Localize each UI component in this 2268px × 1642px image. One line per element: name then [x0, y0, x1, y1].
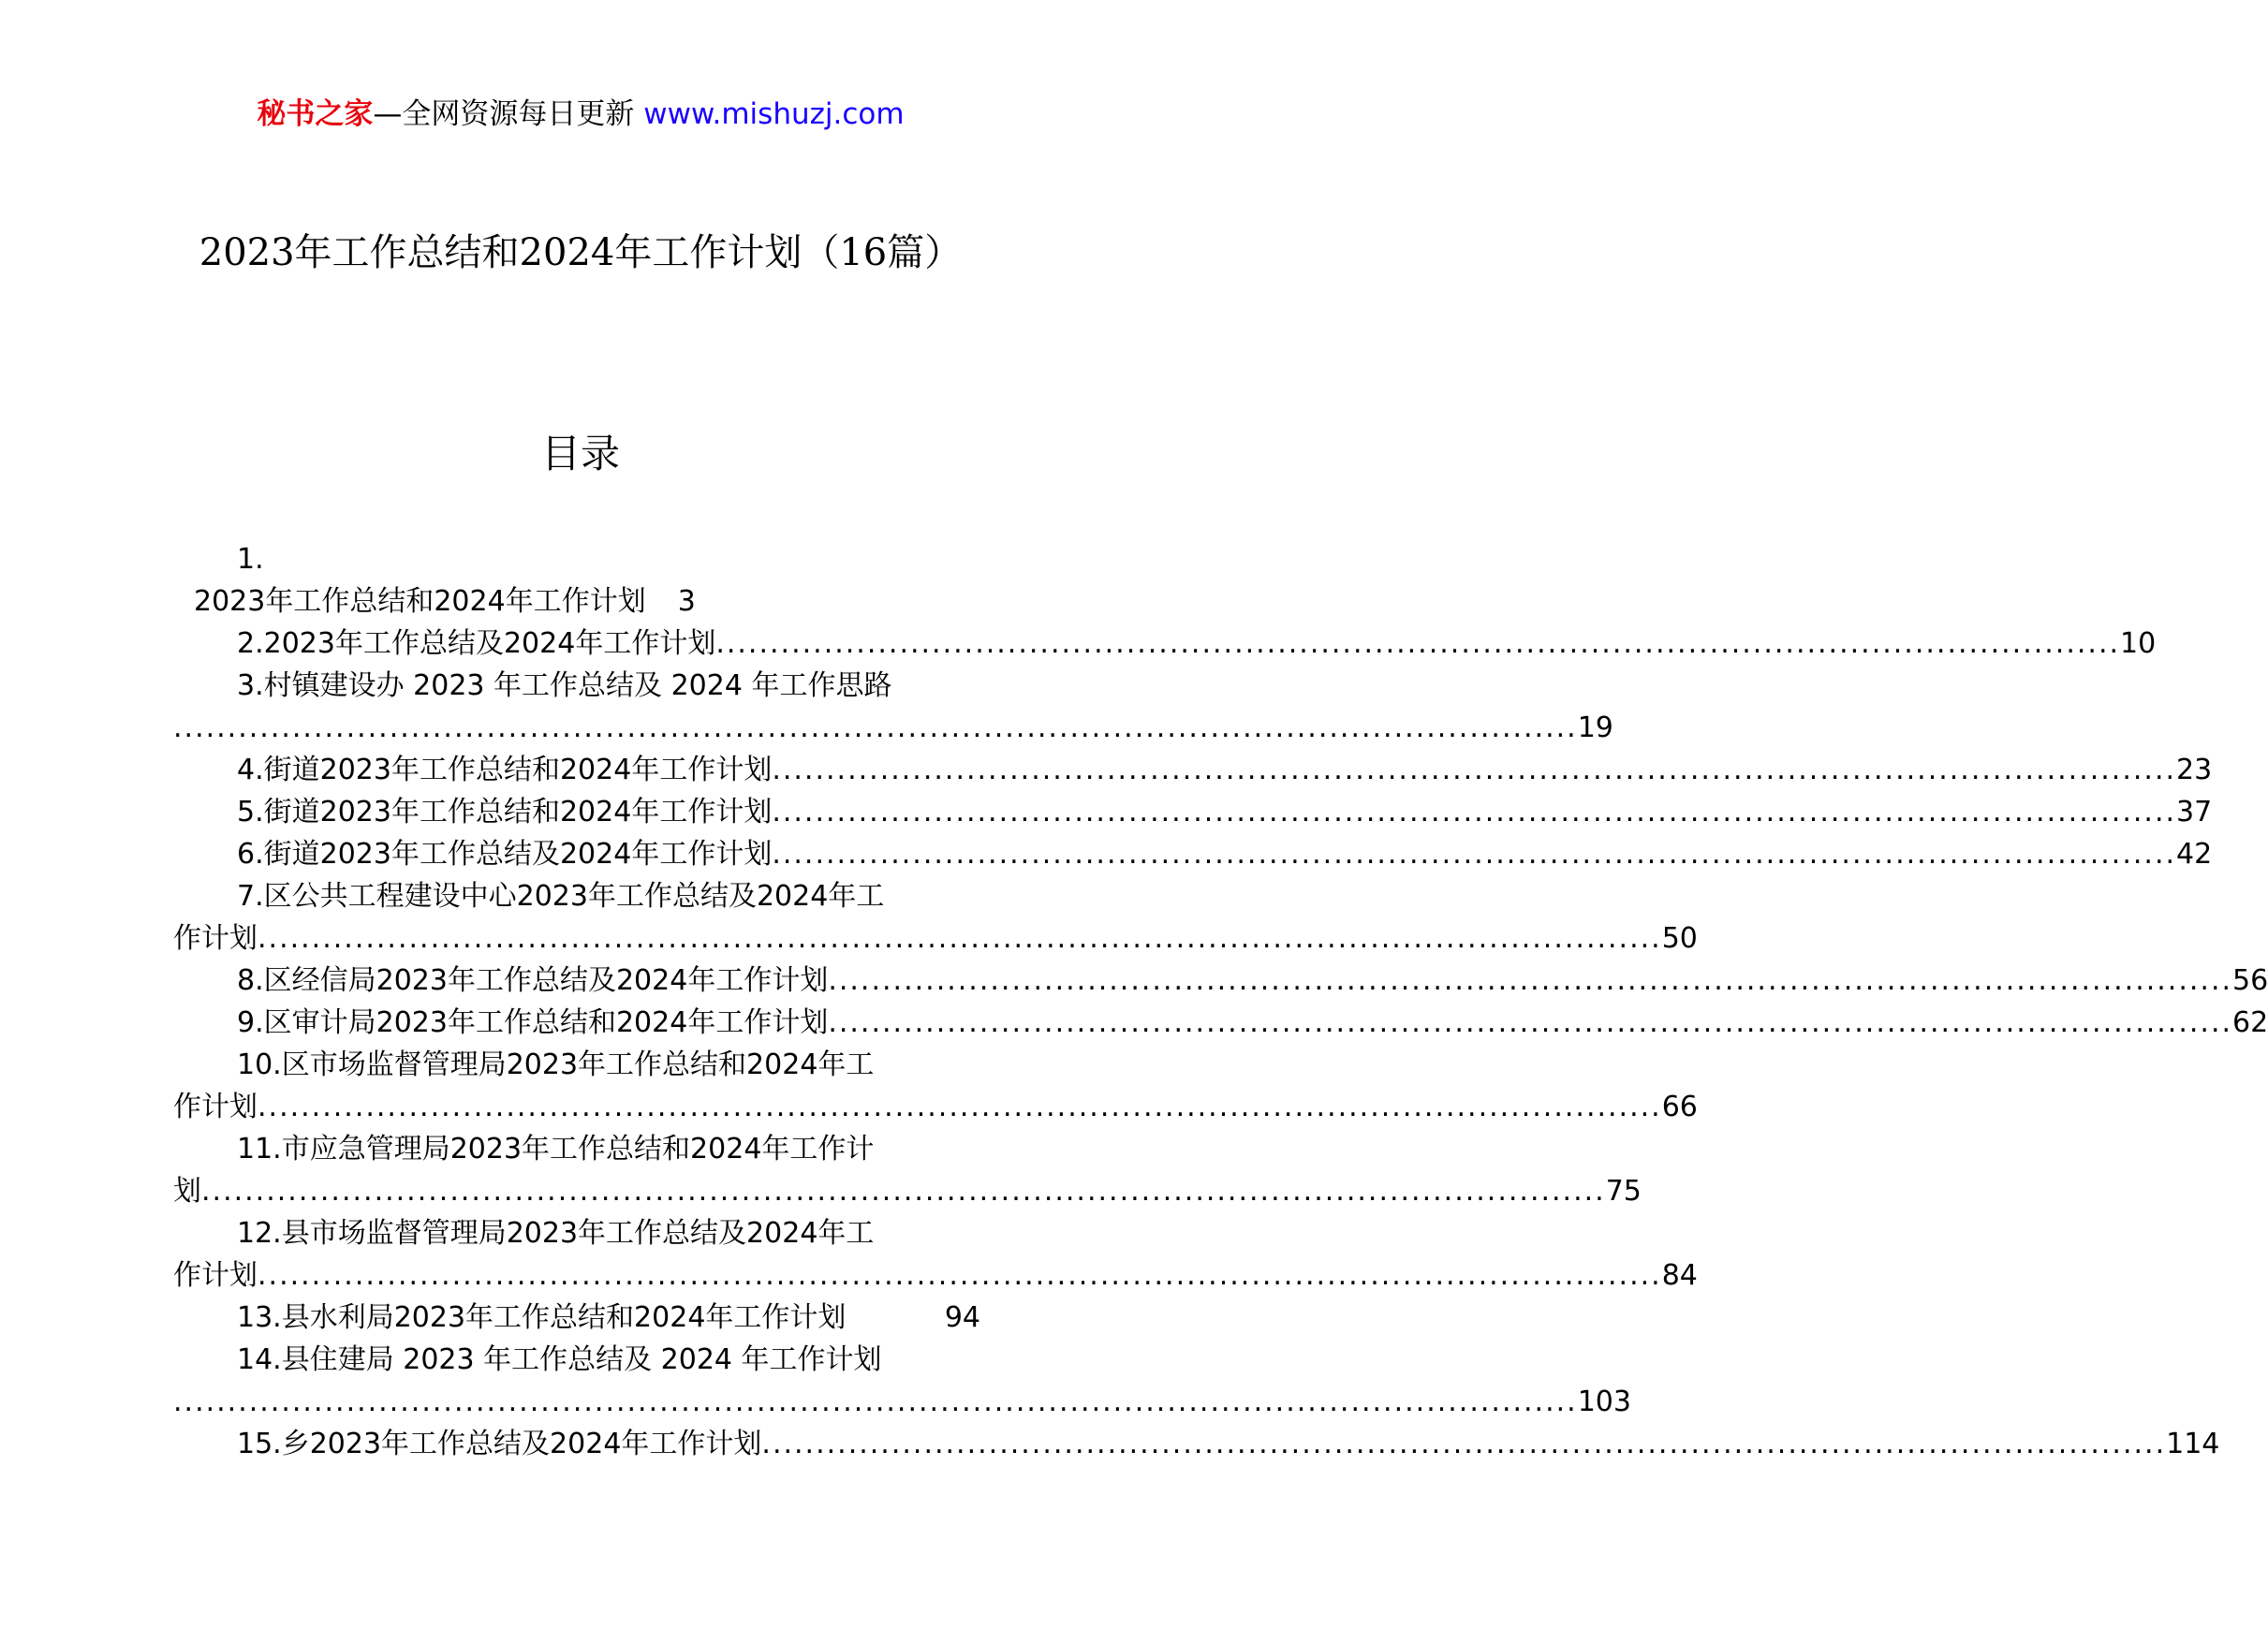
toc-entry-title: 6.街道2023年工作总结及2024年工作计划: [237, 838, 773, 871]
toc-leader-dots: ..................................................................................................................................: [828, 1006, 2233, 1039]
toc-leader-dots: ..................................................................................................................................: [772, 838, 2177, 871]
toc-leader-dots: ..................................................................................................................................: [258, 1259, 1662, 1292]
toc-entry-13[interactable]: [173, 1297, 980, 1339]
toc-entry-title-line1: 7.区公共工程建设中心2023年工作总结及2024年工: [237, 880, 885, 913]
toc-leader-dots: [846, 1297, 944, 1339]
toc-leader-dots: ..................................................................................................................................: [715, 627, 2121, 660]
toc-entry-page: 75: [1605, 1175, 1642, 1208]
toc-entry-title: 14.县住建局 2023 年工作总结及 2024 年工作计划: [237, 1343, 882, 1376]
toc-entry-4[interactable]: [173, 749, 2213, 791]
toc-leader-dots: ..................................................................................................................................: [258, 1091, 1662, 1123]
toc-entry-title: 2023年工作总结和2024年工作计划: [194, 585, 646, 618]
toc-entry-title: 4.街道2023年工作总结和2024年工作计划: [237, 754, 773, 786]
toc-entry-12[interactable]: [173, 1212, 1698, 1297]
toc-entry-number: 1.: [237, 543, 264, 576]
toc-leader-dots: ..................................................................................................................................: [173, 1385, 1578, 1418]
toc-entry-title: 9.区审计局2023年工作总结和2024年工作计划: [237, 1006, 829, 1039]
toc-entry-6[interactable]: [173, 833, 2213, 875]
toc-entry-title-line2: 作计划: [173, 1259, 258, 1292]
toc-entry-title-line1: 12.县市场监督管理局2023年工作总结及2024年工: [237, 1217, 875, 1250]
toc-heading: 目录: [540, 431, 620, 476]
toc-entry-8[interactable]: [173, 960, 2268, 1002]
toc-entry-title-line2: 作计划: [173, 1091, 258, 1123]
toc-entry-14[interactable]: [173, 1339, 1631, 1423]
toc-entry-page: 56: [2232, 964, 2268, 997]
brand-name: 秘书之家: [257, 97, 374, 131]
toc-entry-title: 13.县水利局2023年工作总结和2024年工作计划: [237, 1301, 847, 1334]
site-header: [0, 94, 1161, 135]
toc-entry-page: 62: [2232, 1006, 2268, 1039]
toc-entry-title: 5.街道2023年工作总结和2024年工作计划: [237, 796, 773, 828]
toc-entry-page: 84: [1661, 1259, 1698, 1292]
toc-entry-title-line2: 作计划: [173, 922, 258, 955]
header-slogan: 全网资源每日更新: [402, 97, 635, 131]
toc-entry-15[interactable]: [173, 1423, 2220, 1465]
toc-entry-5[interactable]: [173, 791, 2213, 833]
toc-entry-page: 19: [1577, 711, 1613, 744]
toc-entry-7[interactable]: [173, 875, 1698, 960]
toc-leader-dots: ..................................................................................................................................: [173, 711, 1578, 744]
toc-entry-page: 3: [677, 585, 696, 618]
toc-leader-dots: ..................................................................................................................................: [772, 796, 2177, 828]
toc-entry-9[interactable]: [173, 1002, 2268, 1044]
header-dash: —: [373, 97, 403, 131]
table-of-contents: [173, 538, 2268, 1465]
toc-entry-10[interactable]: [173, 1044, 1698, 1128]
toc-entry-page: 10: [2120, 627, 2157, 660]
toc-entry-page: 50: [1661, 922, 1698, 955]
toc-leader-dots: ..................................................................................................................................: [772, 754, 2177, 786]
document-title: 2023年工作总结和2024年工作计划（16篇）: [199, 231, 963, 274]
toc-entry-page: 103: [1577, 1385, 1631, 1418]
toc-leader-dots: ..................................................................................................................................: [761, 1428, 2167, 1460]
toc-entry-title-line2: 划: [173, 1175, 201, 1208]
toc-entry-title-line1: 11.市应急管理局2023年工作总结和2024年工作计: [237, 1133, 875, 1166]
toc-entry-title-line1: 10.区市场监督管理局2023年工作总结和2024年工: [237, 1048, 875, 1081]
toc-entry-3[interactable]: [173, 665, 1613, 749]
toc-entry-title: 2.2023年工作总结及2024年工作计划: [237, 627, 716, 660]
toc-entry-page: 66: [1661, 1091, 1698, 1123]
toc-entry-title: 8.区经信局2023年工作总结及2024年工作计划: [237, 964, 829, 997]
toc-leader-dots: ..................................................................................................................................: [828, 964, 2233, 997]
toc-entry-title: 3.村镇建设办 2023 年工作总结及 2024 年工作思路: [237, 669, 892, 702]
toc-leader-dots: ..................................................................................................................................: [201, 1175, 1606, 1208]
toc-entry-2[interactable]: [173, 623, 2157, 665]
toc-entry-page: 114: [2166, 1428, 2220, 1460]
toc-entry-page: 23: [2176, 754, 2213, 786]
toc-leader-dots: ..................................................................................................................................: [258, 922, 1662, 955]
toc-entry-page: 37: [2176, 796, 2213, 828]
toc-entry-title: 15.乡2023年工作总结及2024年工作计划: [237, 1428, 762, 1460]
toc-entry-page: 42: [2176, 838, 2213, 871]
site-url-link[interactable]: www.mishuzj.com: [643, 97, 905, 131]
toc-entry-1[interactable]: [173, 538, 980, 623]
toc-entry-11[interactable]: [173, 1128, 1642, 1212]
toc-entry-page: 94: [944, 1301, 980, 1334]
